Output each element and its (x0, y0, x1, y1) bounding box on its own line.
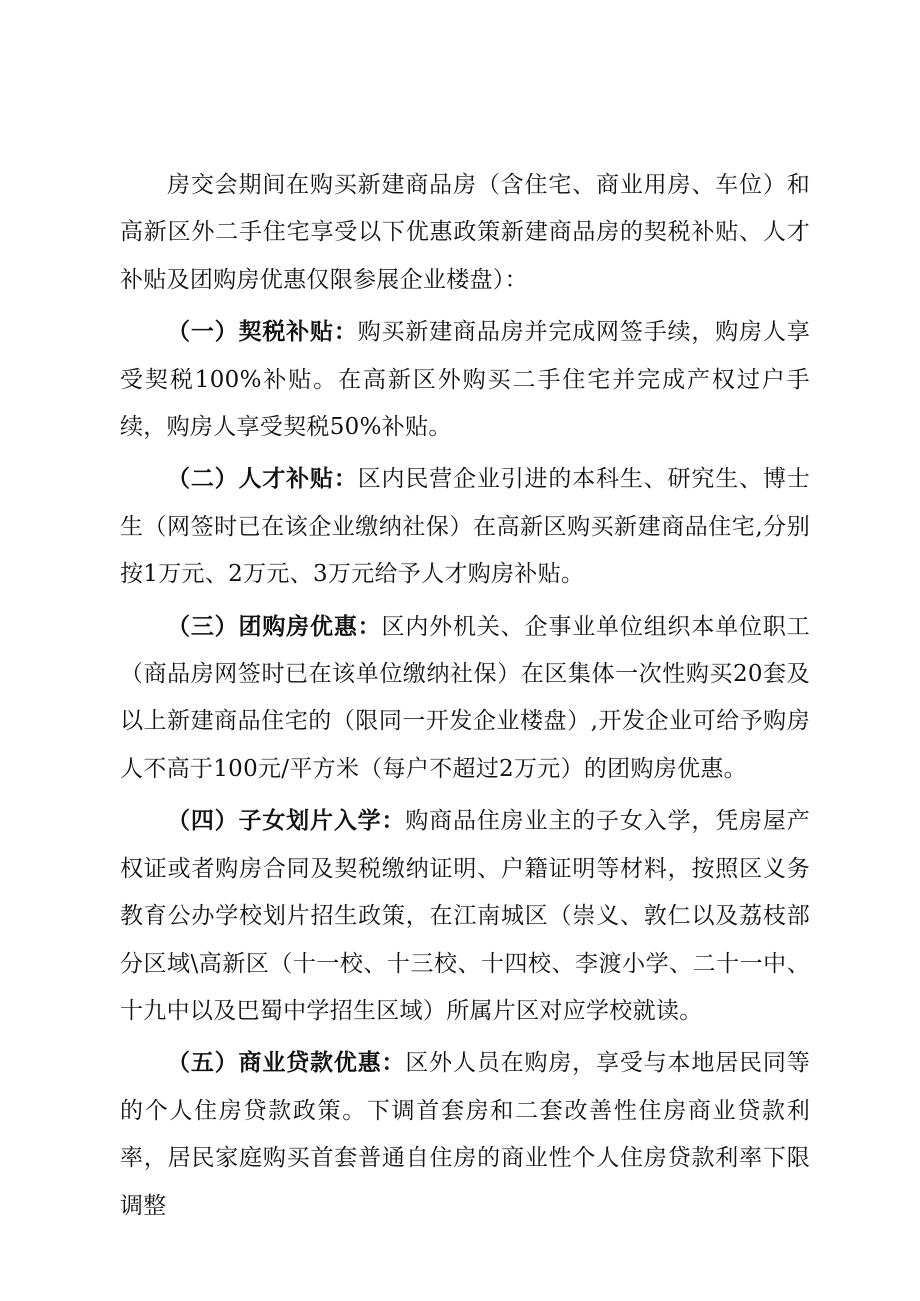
section-body: 区内外机关、企事业单位组织本单位职工（商品房网签时已在该单位缴纳社保）在区集体一次性购买20套及以上新建商品住宅的（限同一开发企业楼盘）,开发企业可给予购房人不高于100元/平方米（每户不超过2万元）的团购房优惠。 (120, 613, 810, 782)
section-commercial-loan (120, 1040, 810, 1230)
section-deed-tax-subsidy (120, 309, 810, 451)
section-heading: （四）子女划片入学： (167, 808, 406, 835)
intro-paragraph: 房交会期间在购买新建商品房（含住宅、商业用房、车位）和高新区外二手住宅享受以下优惠政策新建商品房的契税补贴、人才补贴及团购房优惠仅限参展企业楼盘）： (120, 172, 810, 293)
section-body: 购商品住房业主的子女入学，凭房屋产权证或者购房合同及契税缴纳证明、户籍证明等材料，按照区义务教育公办学校划片招生政策，在江南城区（崇义、敦仁以及荔枝部分区域\高新区（十一校、十三校、十四校、李渡小学、二十一中、十九中以及巴蜀中学招生区域）所属片区对应学校就读。 (120, 808, 810, 1024)
section-heading: （一）契税补贴： (167, 319, 358, 346)
section-body: 购买新建商品房并完成网签手续，购房人享受契税100%补贴。在高新区外购买二手住宅并完成产权过户手续，购房人享受契税50%补贴。 (120, 319, 811, 441)
section-heading: （二）人才补贴： (167, 466, 358, 493)
section-talent-subsidy (120, 456, 810, 598)
section-school-enrollment (120, 798, 810, 1035)
section-group-purchase-discount (120, 604, 810, 794)
section-body: 区外人员在购房，享受与本地居民同等的个人住房贷款政策。下调首套房和二套改善性住房商业贷款利率，居民家庭购买首套普通自住房的商业性个人住房贷款利率下限调整 (120, 1050, 810, 1219)
section-body: 区内民营企业引进的本科生、研究生、博士生（网签时已在该企业缴纳社保）在高新区购买新建商品住宅,分别按1万元、2万元、3万元给予人才购房补贴。 (120, 466, 811, 588)
section-heading: （三）团购房优惠： (167, 613, 382, 640)
section-heading: （五）商业贷款优惠： (167, 1050, 406, 1077)
document-page (120, 162, 810, 1235)
